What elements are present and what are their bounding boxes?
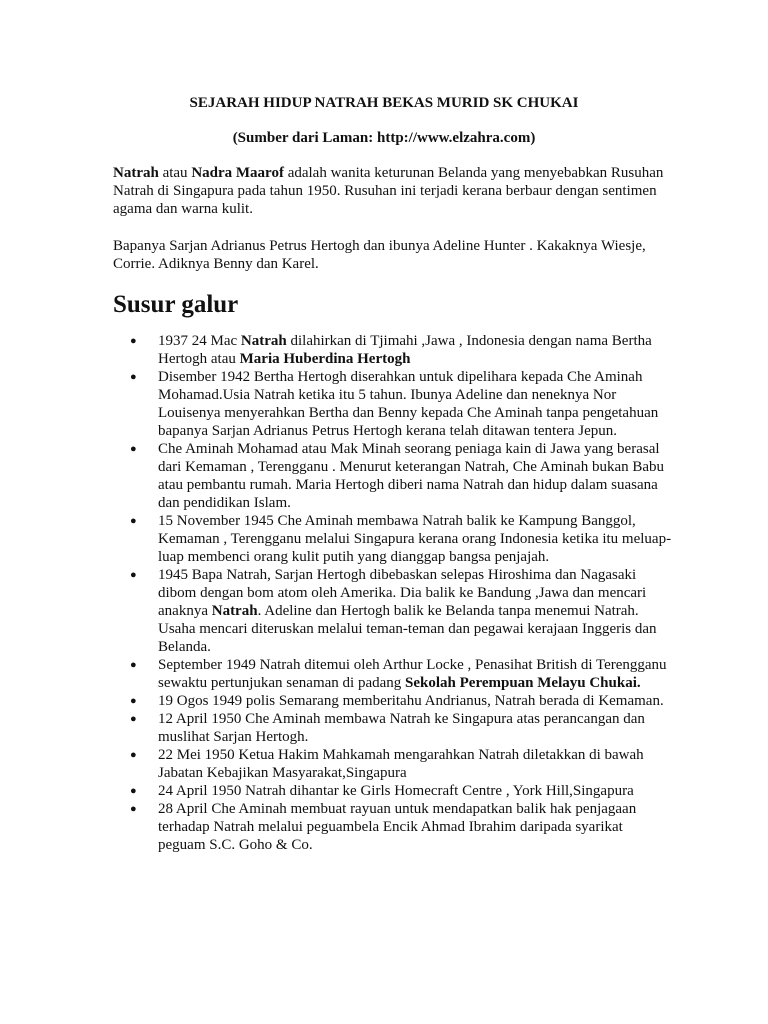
family-paragraph: Bapanya Sarjan Adrianus Petrus Hertogh dan ibunya Adeline Hunter . Kakaknya Wiesje, Corrie. Adiknya Benny dan Karel. <box>113 238 646 272</box>
timeline-item: ● 12 April 1950 Che Aminah membawa Natrah ke Singapura atas perancangan dan muslihat Sarjan Hertogh. <box>130 711 645 745</box>
timeline-item: ● Disember 1942 Bertha Hertogh diserahkan untuk dipelihara kepada Che Aminah Mohamad.Usia Natrah ketika itu 5 tahun. Ibunya Adeline dan neneknya Nor Louisenya menyerahkan Bertha dan Benny kepada Che Aminah tanpa pengetahuan bapanya Sarjan Adrianus Petrus Hertogh kerana telah ditawan tentera Jepun. <box>130 369 659 439</box>
bullet-icon: ● <box>130 695 137 707</box>
timeline-item: ● 15 November 1945 Che Aminah membawa Natrah balik ke Kampung Banggol, Kemaman , Terengganu melalui Singapura kerana orang Indonesia ketika itu meluap-luap membenci orang kulit putih yang dianggap bangsa penjajah. <box>130 513 672 565</box>
bullet-icon: ● <box>130 335 137 347</box>
timeline-item: ● 1945 Bapa Natrah, Sarjan Hertogh dibebaskan selepas Hiroshima dan Nagasaki dibom dengan bom atom oleh Amerika. Dia balik ke Bandung ,Jawa dan mencari anaknya Natrah. Adeline dan Hertogh balik ke Belanda tanpa menemui Natrah. Usaha mencari diteruskan melalui teman-teman dan pegawai kerajaan Inggeris dan Belanda. <box>130 567 657 655</box>
intro-name-natrah: Natrah <box>113 165 159 181</box>
bullet-icon: ● <box>130 713 137 725</box>
bullet-icon: ● <box>130 569 137 581</box>
bullet-icon: ● <box>130 749 137 761</box>
timeline-list <box>113 332 673 854</box>
timeline-item: ● 1937 24 Mac Natrah dilahirkan di Tjimahi ,Jawa , Indonesia dengan nama Bertha Hertogh atau Maria Huberdina Hertogh <box>130 333 652 367</box>
timeline-item: ● September 1949 Natrah ditemui oleh Arthur Locke , Penasihat British di Terengganu sewaktu pertunjukan senaman di padang Sekolah Perempuan Melayu Chukai. <box>130 657 667 691</box>
timeline-item: ● 24 April 1950 Natrah dihantar ke Girls Homecraft Centre , York Hill,Singapura <box>130 783 634 799</box>
timeline-item: ● Che Aminah Mohamad atau Mak Minah seorang peniaga kain di Jawa yang berasal dari Kemaman , Terengganu . Menurut keterangan Natrah, Che Aminah bukan Babu atau pembantu rumah. Maria Hertogh diberi nama Natrah dan hidup dalam suasana dan pendidikan Islam. <box>130 441 665 511</box>
document-source: (Sumber dari Laman: http://www.elzahra.com) <box>232 130 536 146</box>
intro-name-nadra: Nadra Maarof <box>191 165 284 181</box>
bullet-icon: ● <box>130 785 137 797</box>
bullet-icon: ● <box>130 371 137 383</box>
bullet-icon: ● <box>130 659 137 671</box>
intro-join-text: atau <box>158 165 192 181</box>
intro-text: adalah wanita keturunan Belanda yang menyebabkan Rusuhan Natrah di Singapura pada tahun 1950. Rusuhan ini terjadi kerana berbaur dengan sentimen agama dan warna kulit. <box>113 165 664 217</box>
document-title: SEJARAH HIDUP NATRAH BEKAS MURID SK CHUKAI <box>189 95 579 111</box>
bullet-icon: ● <box>130 443 137 455</box>
timeline-item: ● 22 Mei 1950 Ketua Hakim Mahkamah mengarahkan Natrah diletakkan di bawah Jabatan Kebajikan Masyarakat,Singapura <box>130 747 644 781</box>
section-heading: Susur galur <box>113 291 239 318</box>
bullet-icon: ● <box>130 515 137 527</box>
timeline-item: ● 28 April Che Aminah membuat rayuan untuk mendapatkan balik hak penjagaan terhadap Natrah melalui peguambela Encik Ahmad Ibrahim daripada syarikat peguam S.C. Goho & Co. <box>130 801 637 853</box>
bullet-icon: ● <box>130 803 137 815</box>
timeline-item: ● 19 Ogos 1949 polis Semarang memberitahu Andrianus, Natrah berada di Kemaman. <box>130 693 664 709</box>
intro-paragraph <box>113 164 673 218</box>
